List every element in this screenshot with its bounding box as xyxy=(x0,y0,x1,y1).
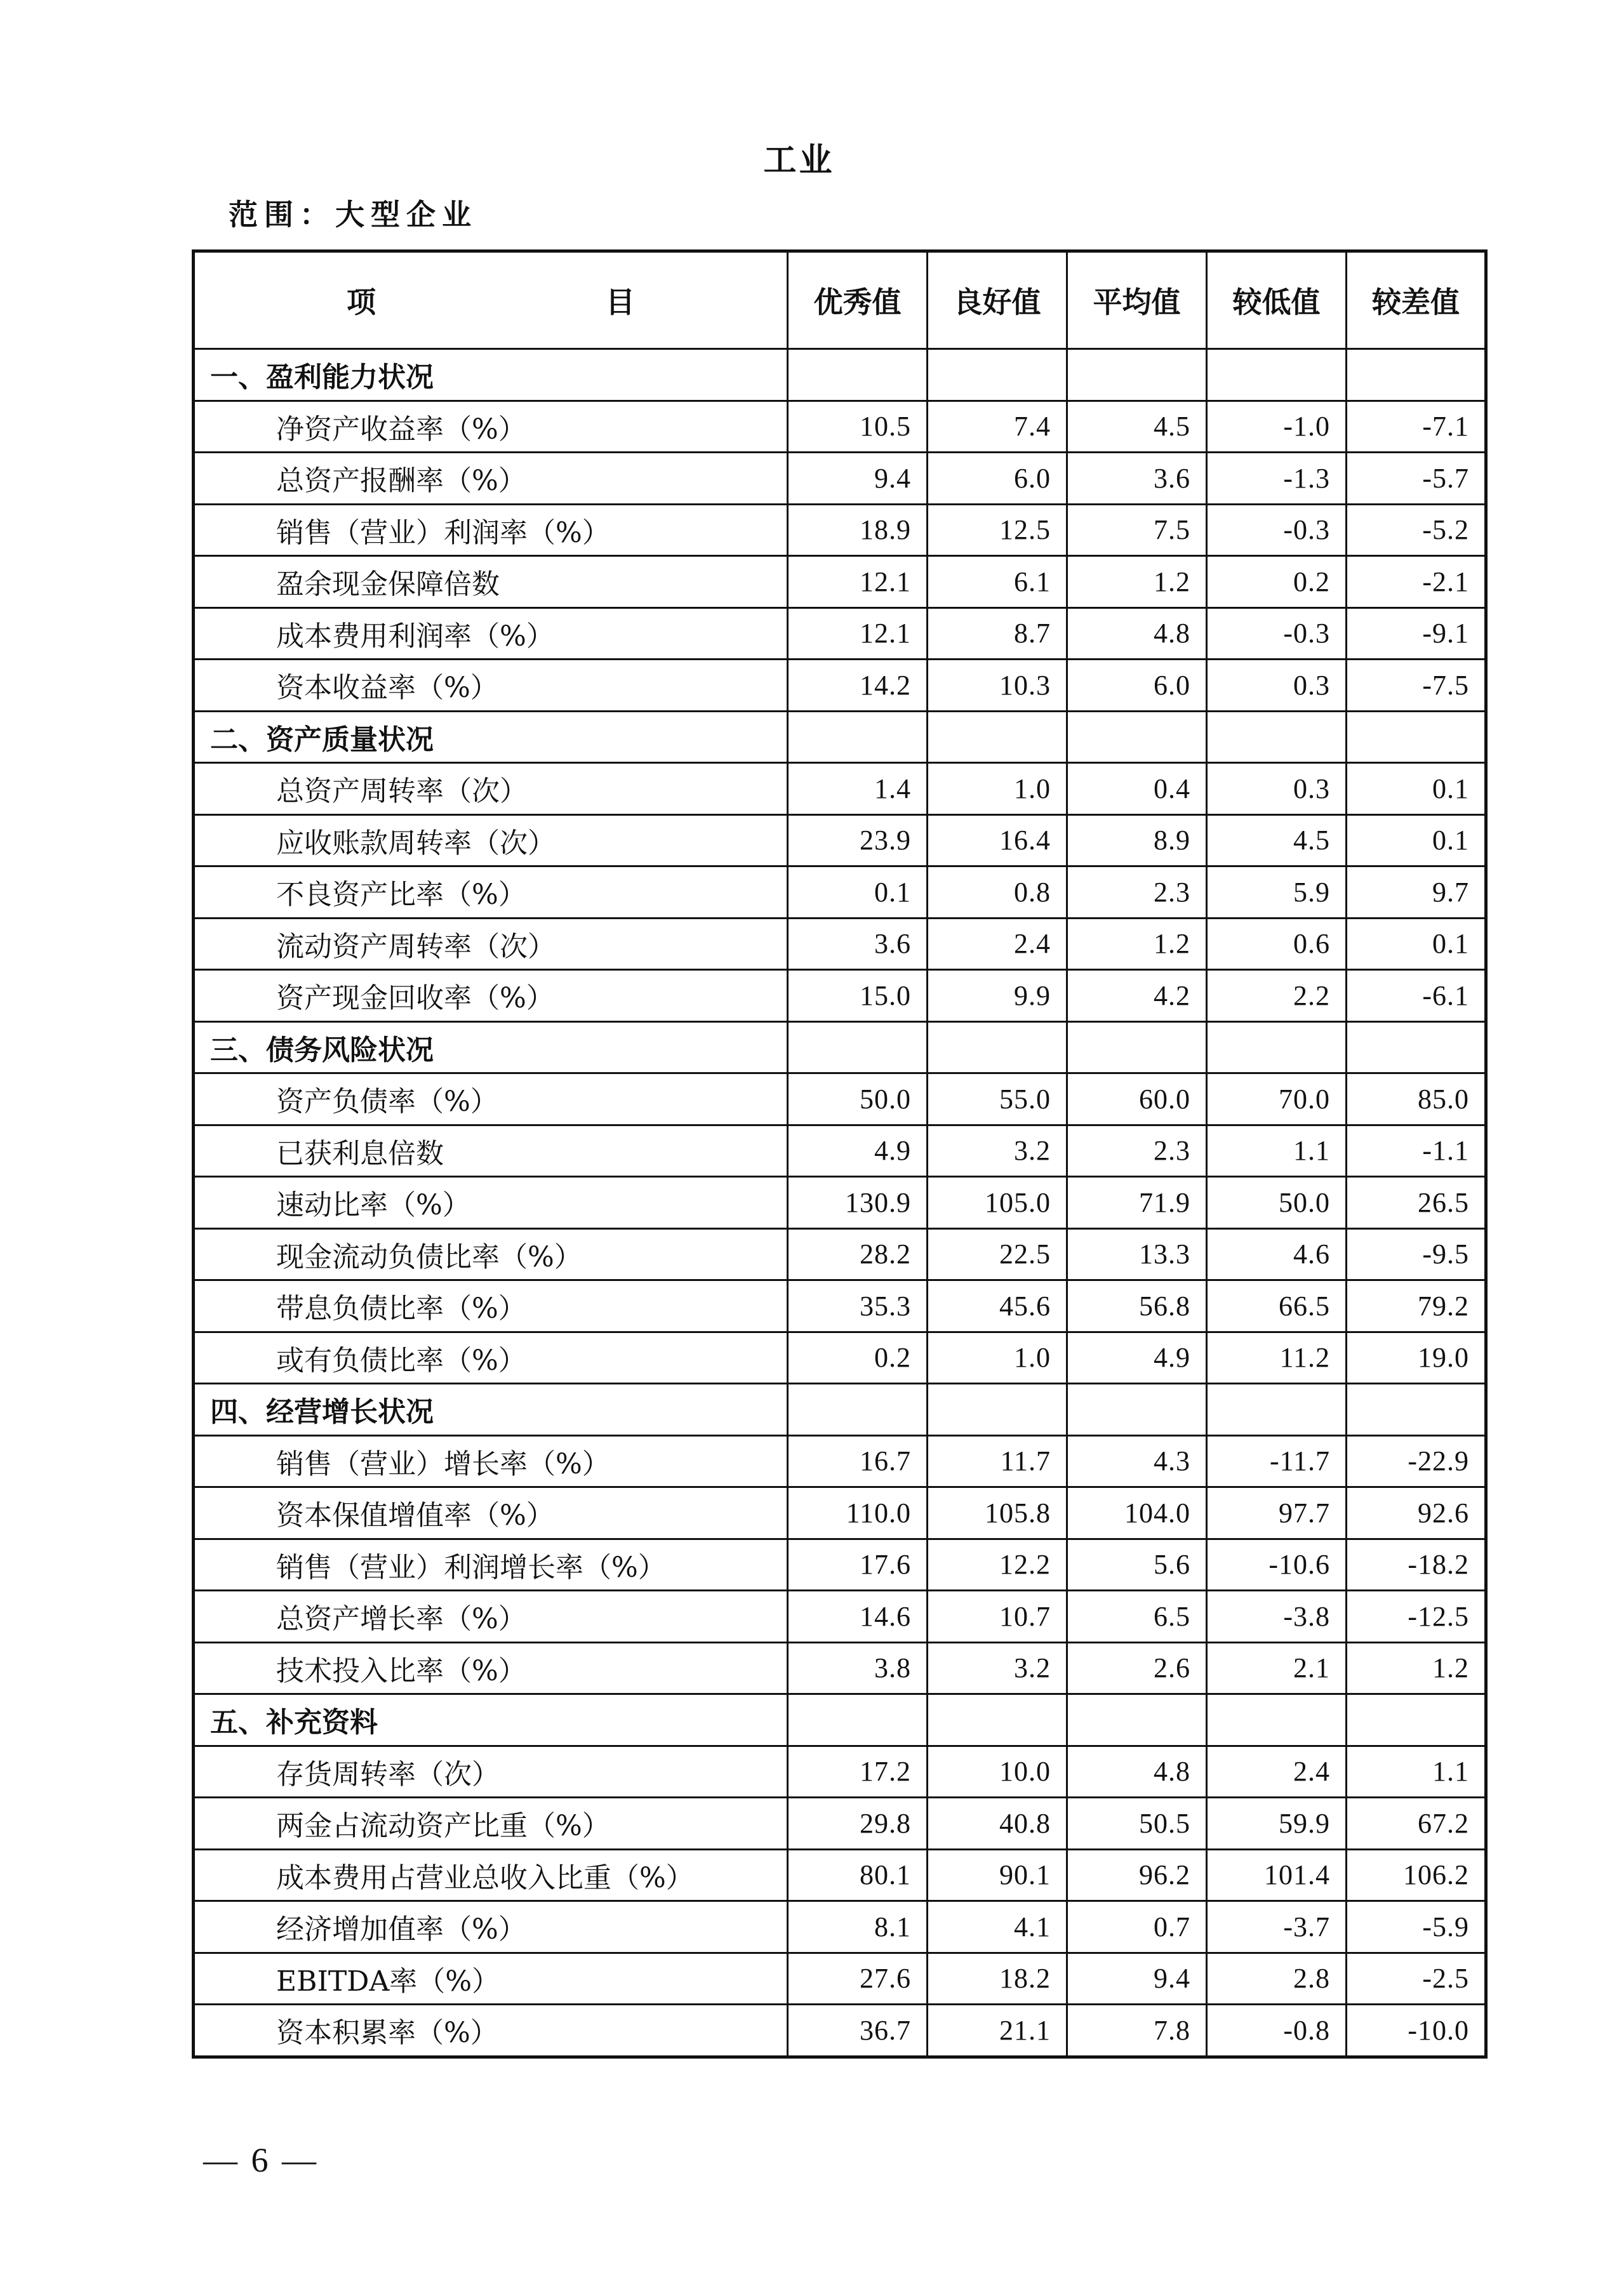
value-cell-good: 7.4 xyxy=(928,401,1067,453)
empty-cell xyxy=(928,1021,1067,1073)
value-cell-poor: -22.9 xyxy=(1347,1435,1486,1487)
empty-cell xyxy=(1347,711,1486,763)
value-cell-good: 11.7 xyxy=(928,1435,1067,1487)
value-cell-poor: 79.2 xyxy=(1347,1280,1486,1332)
indicator-label: 资本收益率（%） xyxy=(194,660,788,712)
value-cell-average: 60.0 xyxy=(1067,1073,1207,1125)
value-cell-good: 1.0 xyxy=(928,1332,1067,1384)
value-cell-average: 13.3 xyxy=(1067,1228,1207,1280)
value-cell-poor: -7.5 xyxy=(1347,660,1486,712)
value-cell-poor: -9.1 xyxy=(1347,607,1486,660)
value-cell-poor: 0.1 xyxy=(1347,814,1486,866)
value-cell-poor: 9.7 xyxy=(1347,866,1486,919)
value-cell-excellent: 10.5 xyxy=(788,401,928,453)
value-cell-low: 0.3 xyxy=(1207,660,1347,712)
value-cell-low: 97.7 xyxy=(1207,1487,1347,1539)
section-label: 五、补充资料 xyxy=(194,1694,788,1746)
table-row xyxy=(194,1177,1486,1229)
value-cell-average: 0.7 xyxy=(1067,1901,1207,1953)
indicator-label: 净资产收益率（%） xyxy=(194,401,788,453)
empty-cell xyxy=(1347,349,1486,401)
indicator-label: 速动比率（%） xyxy=(194,1177,788,1229)
empty-cell xyxy=(928,1384,1067,1436)
value-cell-poor: 19.0 xyxy=(1347,1332,1486,1384)
indicator-label: 成本费用占营业总收入比重（%） xyxy=(194,1849,788,1901)
value-cell-excellent: 35.3 xyxy=(788,1280,928,1332)
value-cell-good: 22.5 xyxy=(928,1228,1067,1280)
empty-cell xyxy=(1067,1694,1207,1746)
table-row xyxy=(194,970,1486,1022)
empty-cell xyxy=(928,349,1067,401)
value-cell-low: -1.0 xyxy=(1207,401,1347,453)
value-cell-average: 4.3 xyxy=(1067,1435,1207,1487)
table-row xyxy=(194,504,1486,556)
value-cell-low: -0.8 xyxy=(1207,2005,1347,2057)
value-cell-excellent: 12.1 xyxy=(788,607,928,660)
value-cell-average: 4.9 xyxy=(1067,1332,1207,1384)
value-cell-good: 6.1 xyxy=(928,556,1067,608)
table-row xyxy=(194,1746,1486,1798)
indicator-label: 资本积累率（%） xyxy=(194,2005,788,2057)
value-cell-average: 2.3 xyxy=(1067,866,1207,919)
indicator-label: 销售（营业）利润增长率（%） xyxy=(194,1539,788,1591)
indicator-label: 现金流动负债比率（%） xyxy=(194,1228,788,1280)
value-cell-poor: -6.1 xyxy=(1347,970,1486,1022)
indicator-label: 销售（营业）利润率（%） xyxy=(194,504,788,556)
table-row xyxy=(194,556,1486,608)
indicator-label: 总资产增长率（%） xyxy=(194,1591,788,1643)
empty-cell xyxy=(1207,1021,1347,1073)
value-cell-excellent: 3.6 xyxy=(788,918,928,970)
table-row xyxy=(194,1642,1486,1694)
value-cell-excellent: 16.7 xyxy=(788,1435,928,1487)
empty-cell xyxy=(1207,349,1347,401)
value-cell-good: 105.0 xyxy=(928,1177,1067,1229)
value-cell-excellent: 0.1 xyxy=(788,866,928,919)
value-cell-excellent: 3.8 xyxy=(788,1642,928,1694)
indicator-label: 总资产报酬率（%） xyxy=(194,453,788,505)
value-cell-low: 0.2 xyxy=(1207,556,1347,608)
value-cell-excellent: 36.7 xyxy=(788,2005,928,2057)
value-cell-poor: -18.2 xyxy=(1347,1539,1486,1591)
section-label: 一、盈利能力状况 xyxy=(194,349,788,401)
value-cell-excellent: 50.0 xyxy=(788,1073,928,1125)
value-cell-average: 8.9 xyxy=(1067,814,1207,866)
value-cell-excellent: 12.1 xyxy=(788,556,928,608)
indicator-label: 或有负债比率（%） xyxy=(194,1332,788,1384)
indicator-label: 应收账款周转率（次） xyxy=(194,814,788,866)
value-cell-average: 0.4 xyxy=(1067,763,1207,815)
table-row xyxy=(194,1228,1486,1280)
table-row xyxy=(194,763,1486,815)
value-cell-low: 0.3 xyxy=(1207,763,1347,815)
value-cell-good: 45.6 xyxy=(928,1280,1067,1332)
column-header-poor: 较差值 xyxy=(1347,251,1486,349)
table-row xyxy=(194,1953,1486,2005)
value-cell-low: 4.5 xyxy=(1207,814,1347,866)
empty-cell xyxy=(1067,711,1207,763)
value-cell-poor: -1.1 xyxy=(1347,1125,1486,1177)
value-cell-good: 4.1 xyxy=(928,1901,1067,1953)
value-cell-excellent: 17.2 xyxy=(788,1746,928,1798)
section-row xyxy=(194,1384,1486,1436)
value-cell-excellent: 23.9 xyxy=(788,814,928,866)
indicator-label: 经济增加值率（%） xyxy=(194,1901,788,1953)
value-cell-average: 71.9 xyxy=(1067,1177,1207,1229)
value-cell-average: 6.5 xyxy=(1067,1591,1207,1643)
value-cell-low: 4.6 xyxy=(1207,1228,1347,1280)
value-cell-good: 12.2 xyxy=(928,1539,1067,1591)
table-row xyxy=(194,1487,1486,1539)
value-cell-average: 1.2 xyxy=(1067,918,1207,970)
indicator-label: 总资产周转率（次） xyxy=(194,763,788,815)
value-cell-excellent: 130.9 xyxy=(788,1177,928,1229)
value-cell-poor: 26.5 xyxy=(1347,1177,1486,1229)
value-cell-excellent: 14.6 xyxy=(788,1591,928,1643)
table-header-row xyxy=(194,251,1486,349)
value-cell-excellent: 1.4 xyxy=(788,763,928,815)
indicator-label: 存货周转率（次） xyxy=(194,1746,788,1798)
table-row xyxy=(194,1539,1486,1591)
table-row xyxy=(194,1435,1486,1487)
value-cell-average: 96.2 xyxy=(1067,1849,1207,1901)
table-row xyxy=(194,1798,1486,1850)
table-row xyxy=(194,607,1486,660)
value-cell-poor: 0.1 xyxy=(1347,918,1486,970)
value-cell-excellent: 29.8 xyxy=(788,1798,928,1850)
value-cell-poor: -2.1 xyxy=(1347,556,1486,608)
empty-cell xyxy=(1347,1694,1486,1746)
value-cell-average: 4.2 xyxy=(1067,970,1207,1022)
value-cell-average: 2.3 xyxy=(1067,1125,1207,1177)
value-cell-poor: 1.2 xyxy=(1347,1642,1486,1694)
indicator-label: 资产现金回收率（%） xyxy=(194,970,788,1022)
value-cell-average: 4.8 xyxy=(1067,607,1207,660)
value-cell-poor: -5.9 xyxy=(1347,1901,1486,1953)
value-cell-poor: -5.2 xyxy=(1347,504,1486,556)
value-cell-average: 7.5 xyxy=(1067,504,1207,556)
value-cell-low: 50.0 xyxy=(1207,1177,1347,1229)
indicator-label: 成本费用利润率（%） xyxy=(194,607,788,660)
table-row xyxy=(194,918,1486,970)
empty-cell xyxy=(788,1021,928,1073)
value-cell-low: 5.9 xyxy=(1207,866,1347,919)
section-label: 四、经营增长状况 xyxy=(194,1384,788,1436)
section-label: 二、资产质量状况 xyxy=(194,711,788,763)
value-cell-excellent: 18.9 xyxy=(788,504,928,556)
column-header-low: 较低值 xyxy=(1207,251,1347,349)
empty-cell xyxy=(1207,711,1347,763)
value-cell-good: 10.0 xyxy=(928,1746,1067,1798)
table-row xyxy=(194,814,1486,866)
section-row xyxy=(194,711,1486,763)
indicator-label: 资本保值增值率（%） xyxy=(194,1487,788,1539)
empty-cell xyxy=(1207,1694,1347,1746)
value-cell-excellent: 9.4 xyxy=(788,453,928,505)
indicator-label: 资产负债率（%） xyxy=(194,1073,788,1125)
value-cell-good: 55.0 xyxy=(928,1073,1067,1125)
value-cell-average: 6.0 xyxy=(1067,660,1207,712)
scope-label: 范围：大型企业 xyxy=(229,197,477,232)
page-number: — 6 — xyxy=(203,2141,319,2179)
table-row xyxy=(194,1901,1486,1953)
empty-cell xyxy=(1067,1384,1207,1436)
value-cell-good: 1.0 xyxy=(928,763,1067,815)
value-cell-low: 59.9 xyxy=(1207,1798,1347,1850)
value-cell-low: 11.2 xyxy=(1207,1332,1347,1384)
column-header-good: 良好值 xyxy=(928,251,1067,349)
value-cell-excellent: 27.6 xyxy=(788,1953,928,2005)
table-body xyxy=(194,349,1486,2057)
value-cell-low: -1.3 xyxy=(1207,453,1347,505)
value-cell-excellent: 8.1 xyxy=(788,1901,928,1953)
table-row xyxy=(194,1125,1486,1177)
value-cell-low: 0.6 xyxy=(1207,918,1347,970)
indicator-label: 销售（营业）增长率（%） xyxy=(194,1435,788,1487)
empty-cell xyxy=(788,1384,928,1436)
empty-cell xyxy=(1347,1021,1486,1073)
empty-cell xyxy=(1347,1384,1486,1436)
indicator-label: 已获利息倍数 xyxy=(194,1125,788,1177)
value-cell-good: 3.2 xyxy=(928,1642,1067,1694)
value-cell-average: 50.5 xyxy=(1067,1798,1207,1850)
value-cell-average: 5.6 xyxy=(1067,1539,1207,1591)
table-row xyxy=(194,2005,1486,2057)
table-row xyxy=(194,1591,1486,1643)
value-cell-low: 2.8 xyxy=(1207,1953,1347,2005)
empty-cell xyxy=(1067,349,1207,401)
empty-cell xyxy=(928,711,1067,763)
value-cell-low: 2.2 xyxy=(1207,970,1347,1022)
value-cell-average: 104.0 xyxy=(1067,1487,1207,1539)
indicator-table xyxy=(192,249,1488,2059)
value-cell-low: -3.8 xyxy=(1207,1591,1347,1643)
indicator-label: 不良资产比率（%） xyxy=(194,866,788,919)
value-cell-poor: 1.1 xyxy=(1347,1746,1486,1798)
indicator-label: 两金占流动资产比重（%） xyxy=(194,1798,788,1850)
table-row xyxy=(194,1332,1486,1384)
value-cell-good: 8.7 xyxy=(928,607,1067,660)
value-cell-poor: -12.5 xyxy=(1347,1591,1486,1643)
value-cell-excellent: 4.9 xyxy=(788,1125,928,1177)
value-cell-poor: 106.2 xyxy=(1347,1849,1486,1901)
value-cell-poor: -5.7 xyxy=(1347,453,1486,505)
section-label: 三、债务风险状况 xyxy=(194,1021,788,1073)
value-cell-poor: -7.1 xyxy=(1347,401,1486,453)
value-cell-good: 0.8 xyxy=(928,866,1067,919)
section-row xyxy=(194,1021,1486,1073)
value-cell-low: 70.0 xyxy=(1207,1073,1347,1125)
empty-cell xyxy=(928,1694,1067,1746)
value-cell-excellent: 14.2 xyxy=(788,660,928,712)
value-cell-excellent: 80.1 xyxy=(788,1849,928,1901)
indicator-label: 盈余现金保障倍数 xyxy=(194,556,788,608)
value-cell-low: 2.1 xyxy=(1207,1642,1347,1694)
value-cell-excellent: 0.2 xyxy=(788,1332,928,1384)
value-cell-poor: -9.5 xyxy=(1347,1228,1486,1280)
value-cell-low: 2.4 xyxy=(1207,1746,1347,1798)
value-cell-average: 2.6 xyxy=(1067,1642,1207,1694)
value-cell-good: 2.4 xyxy=(928,918,1067,970)
value-cell-excellent: 17.6 xyxy=(788,1539,928,1591)
column-header-item: 项 目 xyxy=(194,251,788,349)
value-cell-low: 101.4 xyxy=(1207,1849,1347,1901)
table-row xyxy=(194,401,1486,453)
indicator-label: 流动资产周转率（次） xyxy=(194,918,788,970)
value-cell-low: -10.6 xyxy=(1207,1539,1347,1591)
value-cell-average: 1.2 xyxy=(1067,556,1207,608)
value-cell-average: 4.8 xyxy=(1067,1746,1207,1798)
section-row xyxy=(194,1694,1486,1746)
value-cell-good: 21.1 xyxy=(928,2005,1067,2057)
value-cell-good: 16.4 xyxy=(928,814,1067,866)
value-cell-good: 6.0 xyxy=(928,453,1067,505)
section-row xyxy=(194,349,1486,401)
value-cell-good: 90.1 xyxy=(928,1849,1067,1901)
value-cell-average: 9.4 xyxy=(1067,1953,1207,2005)
indicator-label: 带息负债比率（%） xyxy=(194,1280,788,1332)
page-title: 工业 xyxy=(763,142,835,180)
value-cell-good: 10.3 xyxy=(928,660,1067,712)
table-row xyxy=(194,1073,1486,1125)
value-cell-poor: 0.1 xyxy=(1347,763,1486,815)
value-cell-poor: -10.0 xyxy=(1347,2005,1486,2057)
value-cell-excellent: 110.0 xyxy=(788,1487,928,1539)
table-row xyxy=(194,1849,1486,1901)
indicator-label: 技术投入比率（%） xyxy=(194,1642,788,1694)
indicator-label: EBITDA率（%） xyxy=(194,1953,788,2005)
value-cell-good: 105.8 xyxy=(928,1487,1067,1539)
value-cell-poor: 67.2 xyxy=(1347,1798,1486,1850)
value-cell-good: 18.2 xyxy=(928,1953,1067,2005)
empty-cell xyxy=(788,711,928,763)
value-cell-excellent: 15.0 xyxy=(788,970,928,1022)
table-row xyxy=(194,453,1486,505)
value-cell-good: 10.7 xyxy=(928,1591,1067,1643)
value-cell-average: 4.5 xyxy=(1067,401,1207,453)
empty-cell xyxy=(1067,1021,1207,1073)
value-cell-low: 1.1 xyxy=(1207,1125,1347,1177)
empty-cell xyxy=(788,1694,928,1746)
value-cell-good: 9.9 xyxy=(928,970,1067,1022)
column-header-average: 平均值 xyxy=(1067,251,1207,349)
value-cell-good: 3.2 xyxy=(928,1125,1067,1177)
value-cell-low: 66.5 xyxy=(1207,1280,1347,1332)
value-cell-low: -0.3 xyxy=(1207,504,1347,556)
value-cell-poor: 92.6 xyxy=(1347,1487,1486,1539)
value-cell-poor: 85.0 xyxy=(1347,1073,1486,1125)
value-cell-excellent: 28.2 xyxy=(788,1228,928,1280)
empty-cell xyxy=(788,349,928,401)
value-cell-low: -11.7 xyxy=(1207,1435,1347,1487)
value-cell-good: 12.5 xyxy=(928,504,1067,556)
value-cell-poor: -2.5 xyxy=(1347,1953,1486,2005)
value-cell-good: 40.8 xyxy=(928,1798,1067,1850)
value-cell-average: 3.6 xyxy=(1067,453,1207,505)
value-cell-low: -0.3 xyxy=(1207,607,1347,660)
table-row xyxy=(194,660,1486,712)
value-cell-average: 56.8 xyxy=(1067,1280,1207,1332)
value-cell-average: 7.8 xyxy=(1067,2005,1207,2057)
column-header-excellent: 优秀值 xyxy=(788,251,928,349)
value-cell-low: -3.7 xyxy=(1207,1901,1347,1953)
table-row xyxy=(194,866,1486,919)
table-row xyxy=(194,1280,1486,1332)
empty-cell xyxy=(1207,1384,1347,1436)
